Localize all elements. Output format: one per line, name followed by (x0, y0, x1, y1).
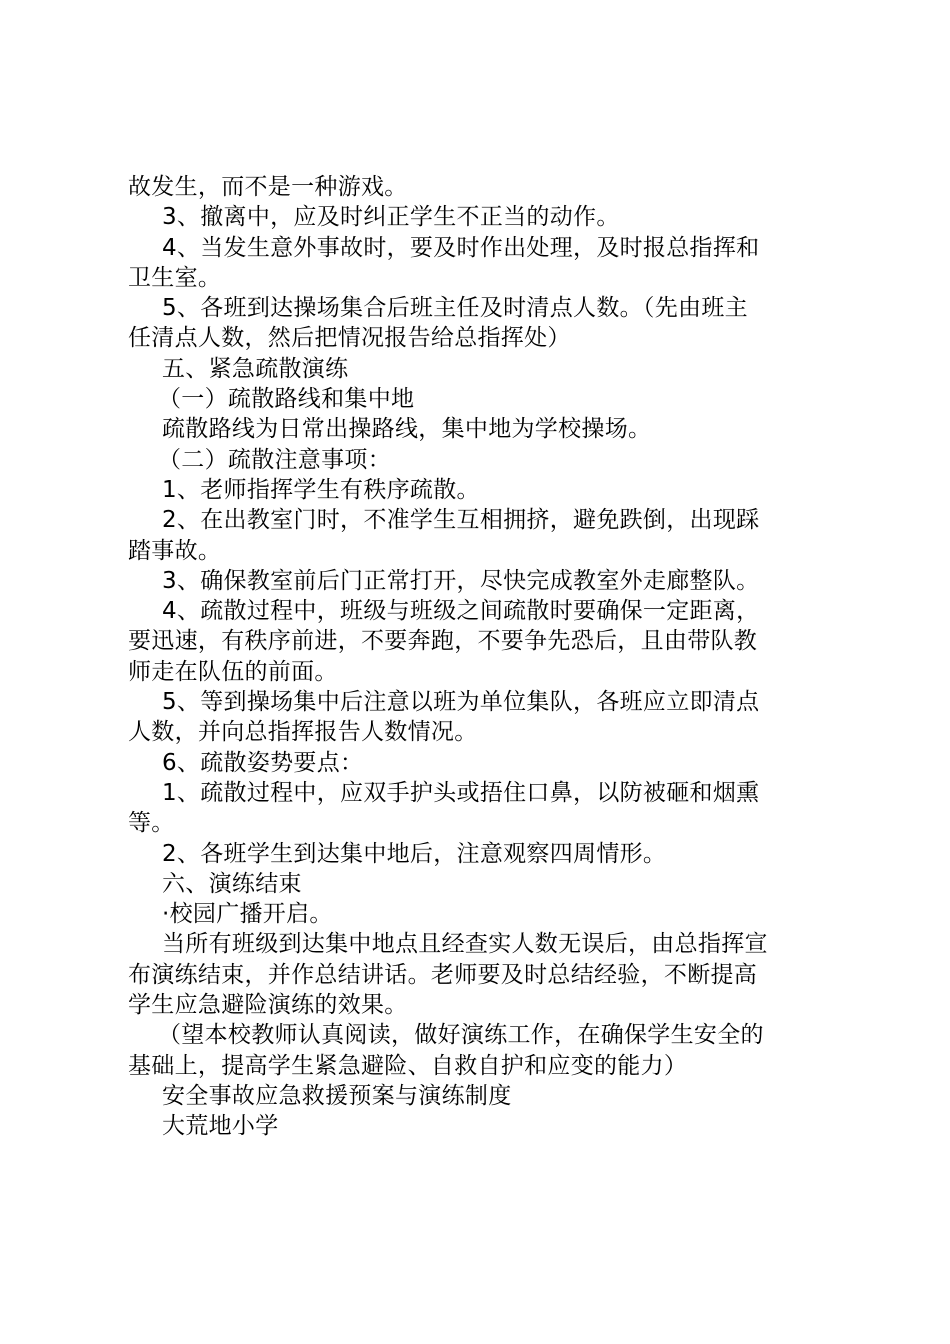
text-line: 4、当发生意外事故时，要及时作出处理，及时报总指挥和 (162, 234, 760, 261)
text-line: 1、疏散过程中，应双手护头或捂住口鼻，以防被砸和烟熏 (162, 779, 760, 806)
text-line: （望本校教师认真阅读，做好演练工作，在确保学生安全的 (158, 1022, 764, 1049)
text-line: 师走在队伍的前面。 (128, 658, 338, 685)
text-line: 3、撤离中，应及时纠正学生不正当的动作。 (162, 204, 620, 231)
text-line: 4、疏散过程中，班级与班级之间疏散时要确保一定距离， (162, 598, 760, 625)
text-line: 6、疏散姿势要点： (162, 749, 364, 776)
text-line: 2、在出教室门时，不准学生互相拥挤，避免跌倒，出现踩 (162, 507, 760, 534)
text-line: 卫生室。 (128, 264, 222, 291)
text-line: 当所有班级到达集中地点且经查实人数无误后，由总指挥宣 (162, 931, 768, 958)
text-line: 基础上，提高学生紧急避险、自救自护和应变的能力） (128, 1052, 688, 1079)
text-line: 疏散路线为日常出操路线，集中地为学校操场。 (162, 416, 652, 443)
text-line: 要迅速，有秩序前进，不要奔跑，不要争先恐后，且由带队教 (128, 628, 758, 655)
text-line: 1、老师指挥学生有秩序疏散。 (162, 476, 480, 503)
document-body (128, 172, 828, 1142)
text-line: 等。 (128, 810, 175, 837)
text-line: 人数，并向总指挥报告人数情况。 (128, 719, 478, 746)
section-heading: 六、演练结束 (162, 870, 302, 897)
text-line: 任清点人数，然后把情况报告给总指挥处） (128, 325, 571, 352)
text-line: 踏事故。 (128, 537, 222, 564)
text-line: 学生应急避险演练的效果。 (128, 992, 408, 1019)
section-heading: 五、紧急疏散演练 (162, 355, 349, 382)
document-title: 安全事故应急救援预案与演练制度 (162, 1082, 512, 1109)
school-name: 大荒地小学 (162, 1113, 279, 1140)
text-line: 2、各班学生到达集中地后，注意观察四周情形。 (162, 840, 667, 867)
text-line: 5、等到操场集中后注意以班为单位集队，各班应立即清点 (162, 689, 760, 716)
text-line: 布演练结束，并作总结讲话。老师要及时总结经验，不断提高 (128, 961, 758, 988)
subsection-heading: （一）疏散路线和集中地 (158, 386, 415, 413)
text-line: 故发生，而不是一种游戏。 (128, 174, 408, 200)
text-line: ·校园广播开启。 (162, 901, 333, 928)
text-line: 5、各班到达操场集合后班主任及时清点人数。（先由班主 (162, 295, 748, 322)
text-line: 3、确保教室前后门正常打开，尽快完成教室外走廊整队。 (162, 567, 760, 594)
subsection-heading: （二）疏散注意事项： (158, 446, 391, 473)
